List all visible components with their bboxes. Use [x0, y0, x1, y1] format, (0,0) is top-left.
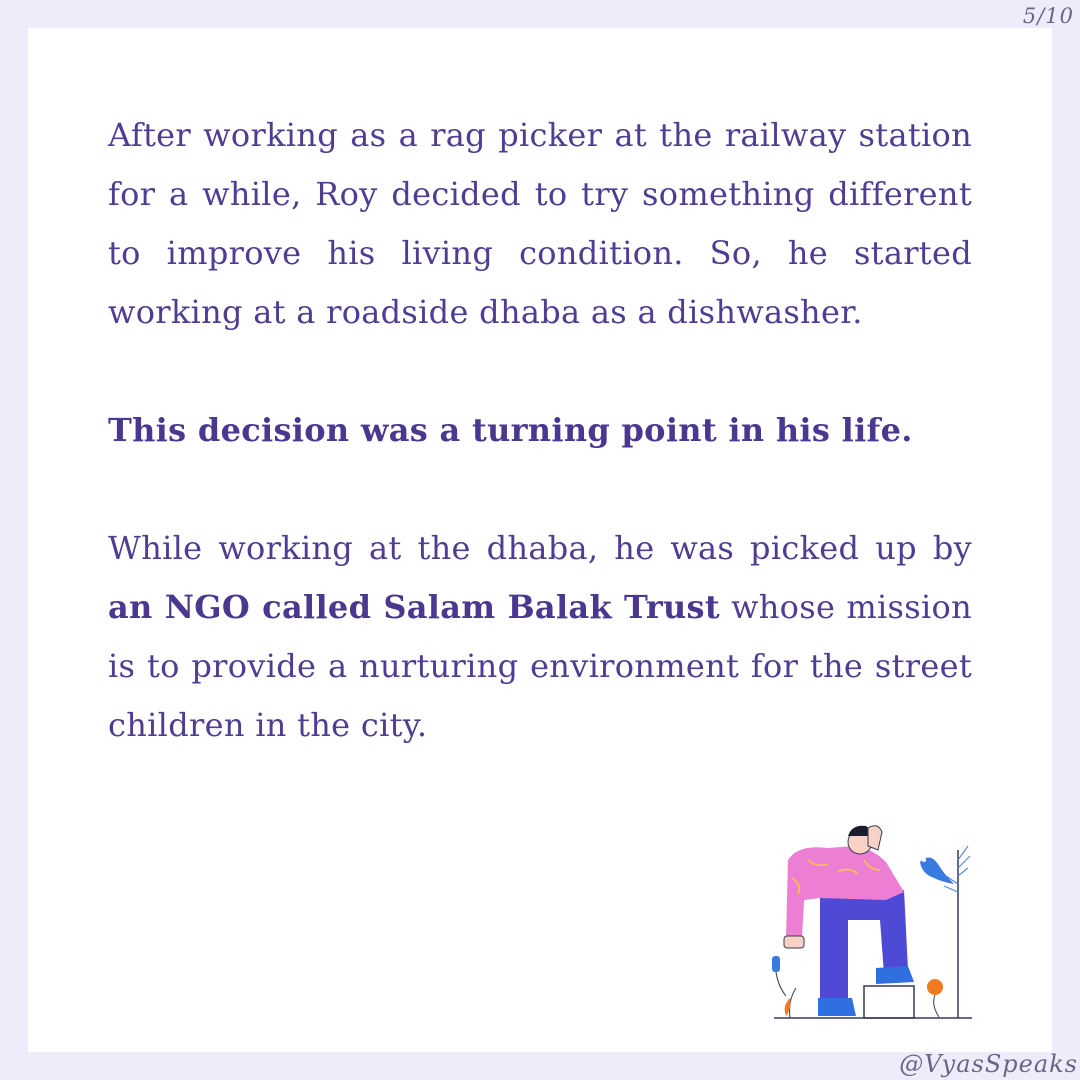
paragraph-1: After working as a rag picker at the railway station for a while, Roy decided to try something different to improve his living condition. So, he started working at a roadside dhaba as a dishwasher. [108, 116, 972, 331]
person-leaning-with-bird-illustration [768, 820, 978, 1024]
paragraph-3 [108, 519, 972, 755]
paragraph-3-end: whose mission is to provide a nurturing environment for the street children in the city. [108, 588, 972, 744]
page-number: 5/10 [1022, 4, 1074, 28]
paragraph-3-start: While working at the dhaba, he was picked up by [108, 529, 972, 567]
story-text [108, 106, 972, 755]
paragraph-2-highlight: This decision was a turning point in his life. [108, 411, 913, 449]
author-handle: @VyasSpeaks [899, 1050, 1078, 1078]
ngo-name-highlight: an NGO called Salam Balak Trust [108, 588, 720, 626]
